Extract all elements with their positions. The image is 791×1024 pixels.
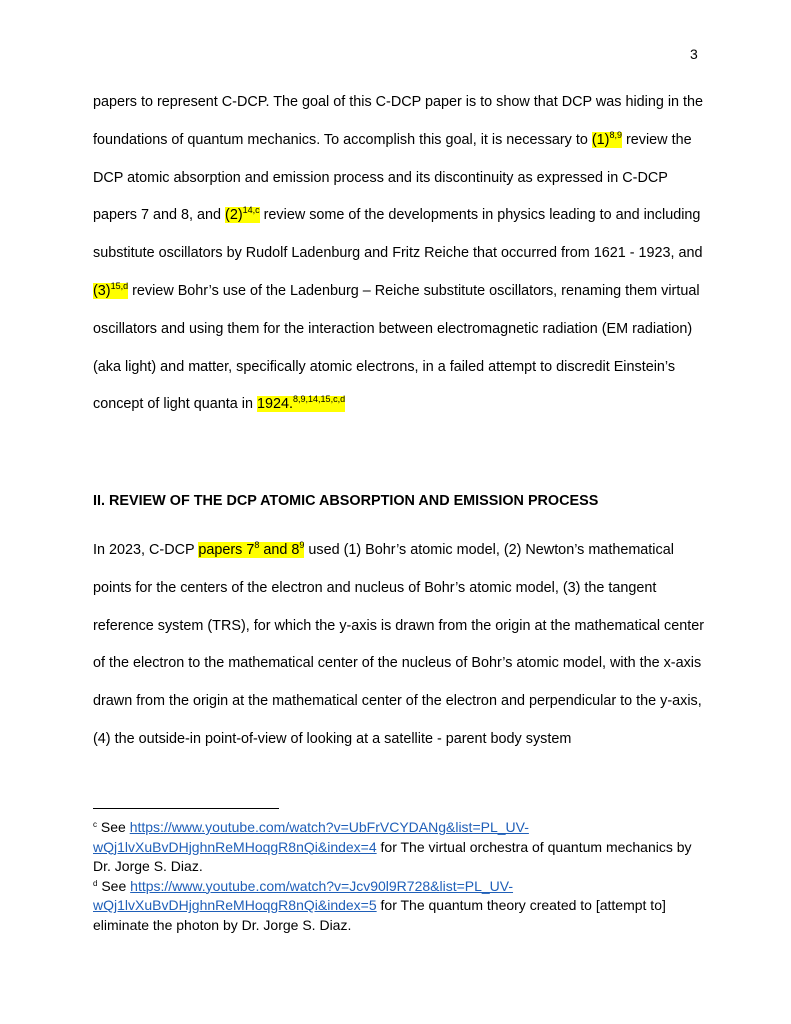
intro-paragraph: [93, 84, 708, 424]
text-run: review some of the developments in physics leading to and including substitute oscillators by Rudolf Ladenburg and Fritz Reiche that occurred from 1621 - 1923, and: [93, 207, 703, 262]
highlight-3: [93, 280, 129, 299]
highlight-2: [225, 207, 260, 223]
highlight-1: [591, 129, 622, 148]
citation-superscript: 8,9,14,15,c,d: [293, 394, 346, 405]
citation-superscript: 8,9: [609, 129, 622, 140]
link-line-1: https://www.youtube.com/watch?v=Jcv90l9R728&list=PL_UV-: [130, 877, 514, 894]
footnotes: [93, 818, 703, 935]
footnote-see: See: [101, 877, 131, 894]
highlight-text: papers 7: [198, 542, 255, 558]
footnote-marker: c: [93, 820, 97, 829]
review-paragraph: [93, 532, 708, 759]
highlight-text: (3): [93, 282, 111, 299]
footnote-divider: [93, 808, 279, 809]
citation-superscript: 8: [254, 540, 260, 550]
highlight-text: (1): [591, 131, 610, 148]
highlight-4: [257, 396, 345, 412]
section-heading: II. REVIEW OF THE DCP ATOMIC ABSORPTION AND EMISSION PROCESS: [93, 493, 599, 509]
text-run: papers to represent C-DCP. The goal of this C-DCP paper is to show that DCP was hiding in the foundations of quantum mechanics. To accomplish this goal, it is necessary to: [93, 94, 704, 148]
highlight-text: and 8: [259, 542, 300, 558]
page-number: 3: [690, 46, 698, 62]
footnote-c: [93, 818, 703, 877]
link-line-2: wQj1lvXuBvDHjghnReMHoqgR8nQi&index=4: [93, 838, 377, 855]
link-line-2: wQj1lvXuBvDHjghnReMHoqgR8nQi&index=5: [93, 897, 377, 913]
citation-superscript: 15,d: [110, 280, 129, 291]
text-run: In 2023, C-DCP: [93, 542, 199, 558]
footnote-see: See: [100, 819, 130, 835]
text-run: review Bohr’s use of the Ladenburg – Reiche substitute oscillators, renaming them virtual oscillators and using them for the interaction between electromagnetic radiation (EM radiation) (aka light) and matter, specifically atomic electrons, in a failed attempt to discredit Einstein’s concept of light quanta in: [93, 282, 700, 413]
text-run: used (1) Bohr’s atomic model, (2) Newton’s mathematical points for the centers of the electron and nucleus of Bohr’s atomic model, (3) the tangent reference system (TRS), for which the y-axis is drawn from the origin at the mathematical center of the electron to the mathematical center of the nucleus of Bohr’s atomic model, with the x-axis drawn from the origin at the mathematical center of the electron and perpendicular to the y-axis, (4) the outside-in point-of-view of looking at a satellite - parent body system: [93, 542, 705, 747]
citation-superscript: 14,c: [242, 205, 260, 216]
footnote-text: for The quantum theory created to [attempt to] eliminate the photon by Dr. Jorge S. Diaz.: [93, 897, 666, 933]
footnote-text: for The virtual orchestra of quantum mechanics by Dr. Jorge S. Diaz.: [93, 838, 692, 874]
highlight-papers: [198, 542, 304, 558]
footnote-marker: d: [93, 878, 98, 888]
citation-superscript: 9: [299, 540, 305, 550]
highlight-text: 1924.: [257, 396, 294, 413]
footnote-d: [93, 877, 703, 936]
highlight-text: (2): [225, 207, 243, 224]
text-run: review the DCP atomic absorption and emission process and its discontinuity as expressed in C-DCP papers 7 and 8, and: [93, 131, 692, 224]
link-line-1: https://www.youtube.com/watch?v=UbFrVCYDANg&list=PL_UV-: [129, 819, 529, 835]
